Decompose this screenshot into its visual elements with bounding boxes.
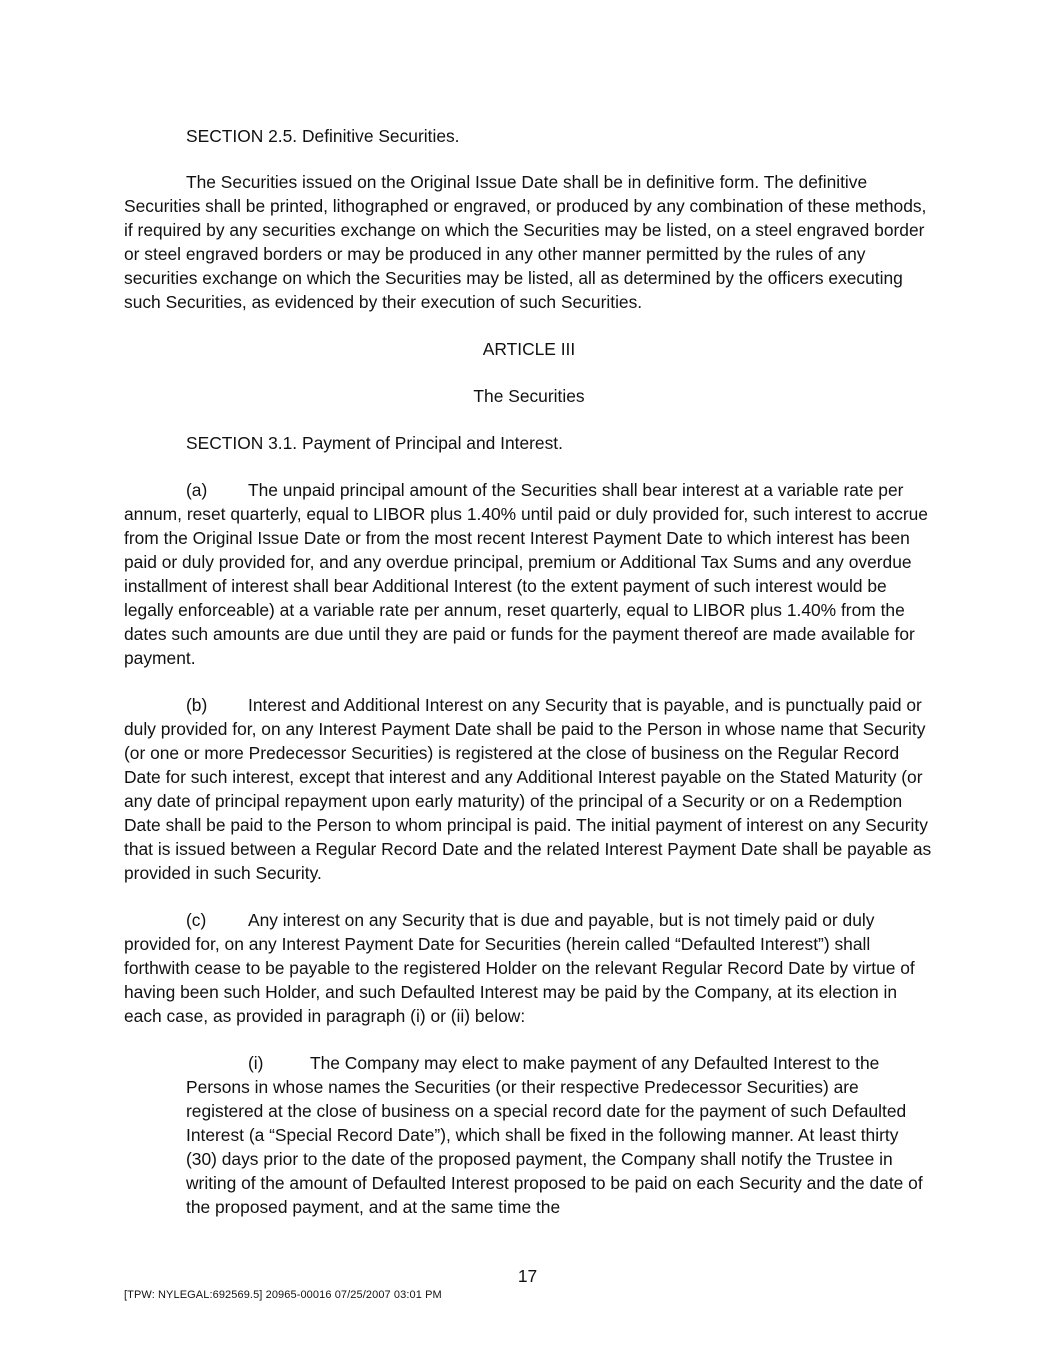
document-body bbox=[124, 124, 934, 1219]
paragraph-a-label: (a) bbox=[186, 480, 208, 500]
paragraph-c-i-label: (i) bbox=[248, 1053, 264, 1073]
paragraph-b-text: Interest and Additional Interest on any Security that is payable, and is punctually paid or duly provided for, on any Interest Payment Date shall be paid to the Person in whose name that Security (or one or more Predecessor Securities) is registered at the close of business on the Regular Record Date for such interest, except that interest and any Additional Interest payable on the Stated Maturity (or any date of principal repayment upon early maturity) of the principal of a Security or on a Redemption Date shall be paid to the Person to whom principal is paid. The initial payment of interest on any Security that is issued between a Regular Record Date and the related Interest Payment Date shall be payable as provided in such Security. bbox=[124, 695, 932, 883]
document-footer: [TPW: NYLEGAL:692569.5] 20965-00016 07/25/2007 03:01 PM bbox=[124, 1289, 442, 1301]
paragraph-c-text: Any interest on any Security that is due and payable, but is not timely paid or duly provided for, on any Interest Payment Date for Securities (herein called “Defaulted Interest”) shall forthwith cease to be payable to the registered Holder on the relevant Regular Record Date by virtue of having been such Holder, and such Defaulted Interest may be paid by the Company, at its election in each case, as provided in paragraph (i) or (ii) below: bbox=[124, 910, 915, 1026]
section-2-5-body: The Securities issued on the Original Issue Date shall be in definitive form. The definitive Securities shall be printed, lithographed or engraved, or produced by any combination of these methods, if required by any securities exchange on which the Securities may be listed, on a steel engraved border or steel engraved borders or may be produced in any other manner permitted by the rules of any securities exchange on which the Securities may be listed, all as determined by the officers executing such Securities, as evidenced by their execution of such Securities. bbox=[124, 172, 927, 312]
article-title: The Securities bbox=[473, 386, 585, 406]
section-2-5-heading: SECTION 2.5. Definitive Securities. bbox=[186, 126, 460, 146]
paragraph-a-text: The unpaid principal amount of the Securities shall bear interest at a variable rate per annum, reset quarterly, equal to LIBOR plus 1.40% until paid or duly provided for, such interest to accrue from the Original Issue Date or from the most recent Interest Payment Date to which interest has been paid or duly provided for, and any overdue principal, premium or Additional Tax Sums and any overdue installment of interest shall bear Additional Interest (to the extent payment of such interest would be legally enforceable) at a variable rate per annum, reset quarterly, equal to LIBOR plus 1.40% from the dates such amounts are due until they are paid or funds for the payment thereof are made available for payment. bbox=[124, 480, 928, 668]
paragraph-c-i bbox=[124, 1051, 934, 1219]
paragraph-b-label: (b) bbox=[186, 695, 208, 715]
section-3-1-heading: SECTION 3.1. Payment of Principal and Interest. bbox=[186, 433, 563, 453]
paragraph-c-label: (c) bbox=[186, 910, 207, 930]
paragraph-c bbox=[124, 908, 934, 1028]
paragraph-b bbox=[124, 693, 934, 885]
paragraph-a bbox=[124, 478, 934, 670]
paragraph-c-i-text: The Company may elect to make payment of any Defaulted Interest to the Persons in whose names the Securities (or their respective Predecessor Securities) are registered at the close of business on a special record date for the payment of such Defaulted Interest (a “Special Record Date”), which shall be fixed in the following manner. At least thirty (30) days prior to the date of the proposed payment, the Company shall notify the Trustee in writing of the amount of Defaulted Interest proposed to be paid on each Security and the date of the proposed payment, and at the same time the bbox=[186, 1053, 923, 1217]
page-number: 17 bbox=[517, 1266, 538, 1286]
article-number: ARTICLE III bbox=[482, 339, 576, 359]
